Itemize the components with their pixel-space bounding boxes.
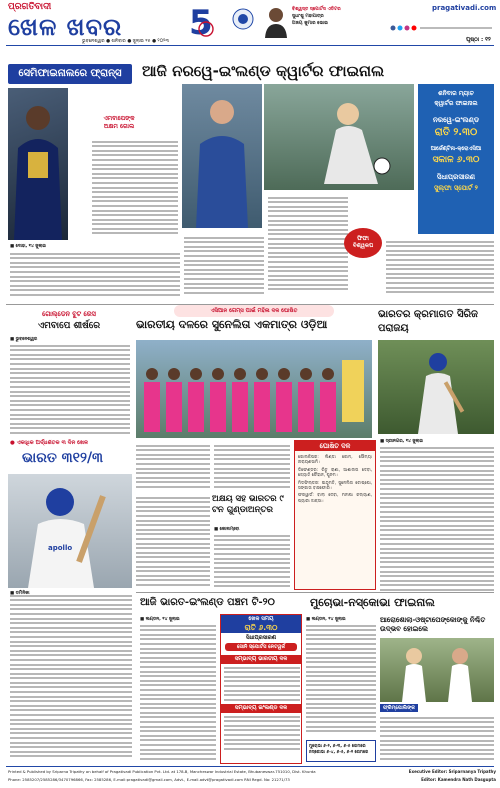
quarterfinal-body [184,234,264,300]
page-label: ପୃଷ୍ଠା : ୧୨ [466,37,491,43]
muchova-result: ମୁଚୋଭା ୬-୨, ୬-୩, ୬-୫ ଗେମରେ [309,743,366,748]
masthead [0,0,500,46]
social-icons [390,16,494,22]
t20-tv: ସିଧାପ୍ରସାରଣ [245,635,276,641]
france-headline: ସେମିଫାଇନାଲରେ ଫ୍ରାନ୍ସ [18,68,122,79]
squad-box-title: ଘୋଷିତ ଦଳ [295,441,375,451]
india-a-body [136,494,210,590]
emblem-icon [232,6,254,32]
muchova-result-box [306,740,376,762]
squad-box [294,440,376,590]
editor-line: ଅଜୟ କୁମାର ଭୋଇ [292,21,328,26]
website-link[interactable]: pragativadi.com [432,4,497,12]
dateline: ଭୁବନେଶ୍ୱର ● ଶନିବାର ● ଜୁଲାଇ ୧୫ ● ୨୦୨୩ [82,39,169,44]
france-headline-box [8,64,132,84]
france-sub-box [96,115,142,131]
rule-2 [136,592,494,593]
schedule-line-2: କ୍ୱାର୍ଟର ଫାଇନାଲ [434,100,478,107]
france-body-lower [10,250,180,300]
golden-boot-title: ଏମବାପେ ଶୀର୍ଷରେ [37,321,101,331]
women-team-body-1 [136,442,210,490]
schedule-line-1: ଶନିବାର ମ୍ୟାଚ [438,90,474,97]
t20-team2-title: ସମ୍ଭାବ୍ୟ ଇଂଲଣ୍ଡ ଦଳ [221,704,301,713]
tennis-photo [380,638,494,702]
schedule-time-1: ରାତି ୨.୩୦ [434,127,478,138]
publication-name: ପ୍ରଗତିବାଦୀ [8,2,52,12]
muchova-subhead: ଆରୋଶୋଲା-ଓଷ୍ଟାପେଙ୍କୋଙ୍କୁ ନିଶ୍ଚିତ ଉଦ୍ଭବ ହୋଇଲେ [380,616,486,633]
golden-boot-kicker: ଗୋଲ୍ଡେନ ବୁଟ ରେସ [42,310,96,318]
golden-boot-body [10,342,130,438]
women-team-banner-text: ଏସିଆନ ଗେମ୍ସ ପାଇଁ ମହିଳା ଦଳ ଘୋଷିତ [210,308,298,314]
test-body [10,592,132,762]
t20-info-box [220,614,302,764]
svg-text:5: 5 [189,4,213,40]
t20-team2-list [224,713,300,753]
muchova-byline: ■ ଲଣ୍ଡନ, ୧୪ ଜୁଲାଇ [306,617,346,622]
t20-channel: ସୋନି ସ୍ପୋର୍ଟସ ନେଟୱର୍କ [225,643,297,651]
footer-executive-editor: Executive Editor: Sriparnanya Tripathy [408,769,496,774]
fifa-badge [344,228,382,258]
masthead-rule [6,45,494,46]
t20-body-1 [140,622,216,762]
test-kicker: ● ଏକାଧିକ ଅର୍ଦ୍ଧଶତକ ୩ ଦିନ ଖେଳ [10,440,89,446]
france-byline: ■ ଦୋହା, ୧୪ ଜୁଲାଇ [10,244,46,249]
five-logo [186,4,216,40]
squad-line: ଗୋଲକିପର: ଲିଣ୍ଡା କୋମ, ସୌମ୍ୟା ନାରାୟଣସାମି। [298,454,372,465]
t20-headline: ଆଜି ଭାରତ-ଇଂଲଣ୍ଡ ପଞ୍ଚମ ଟି-୨୦ [140,597,275,608]
france-body [92,138,178,238]
women-team-photo [136,340,372,438]
golden-boot-byline: ■ ଭୁବନେଶ୍ୱର [10,337,38,342]
squad-line: ଡିଫେଣ୍ଡର: ରିତୁ ରାଣୀ, ଆଶାଲତା ଦେବୀ, ଜ୍ୟୋତି ଚୌହାନ, ପୁନମ। [298,466,372,478]
editor-line: ସୁଧାଂଶୁ ମହାପାତ୍ର [292,14,324,19]
test-score: ଭାରତ ୩୧୨/୩ [22,450,104,466]
t20-team-title: ସମ୍ଭାବ୍ୟ ଭାରତୀୟ ଦଳ [221,655,301,664]
series-headline: ଭାରତର କ୍ରମାଗତ ସିରିଜ ପରାଜୟ [378,309,478,334]
match-schedule-box [418,84,494,234]
test-byline: ■ ଡମିନିକା [10,591,30,596]
muchova-headline: ମୁଚୋଭା-ନସ୍କୋଭା ଫାଇନାଲ [310,596,435,609]
section-title: ଖେଳ ଖବର [8,13,123,41]
women-team-headline: ଭାରତୀୟ ଦଳରେ ସୁନେଲିତା ଏକମାତ୍ର ଓଡ଼ିଆ [136,318,328,331]
t20-byline: ■ ଲଣ୍ଡନ, ୧୪ ଜୁଲାଇ [140,617,180,622]
squad-line: ମିଡଫିଲ୍ଡର: ଇନ୍ଦୁମତି, ସୁନେଲିତା ଟୋପ୍ପୋ, ସଙ୍ଗୀତା ବାସଫୋର। [298,479,372,491]
series-body [380,444,494,592]
footer-rule [6,766,494,767]
t20-time-title: ଖେଳ ସମୟ [221,615,301,623]
footer-imprint-1: Printed & Published by Sriparna Tripathy on behalf of Pragativadi Publication Pvt. Ltd. at 178-B, Mancheswar Industrial Estate, Bhubaneswar-751010, Dist. Khurda [8,769,316,774]
noskova-result: ନସ୍କୋଭା ୬-୪, ୬-୫, ୬-୧ ଗେମରେ [309,749,369,754]
jersey-sponsor: apollo [48,544,73,552]
women-team-banner [174,305,334,317]
series-byline: ■ ସ୍ରୀନଗର, ୧୪ ଜୁଲାଇ [380,439,423,444]
t20-team-list [224,664,300,704]
golden-boot-box [8,310,130,331]
schedule-time-2: ସକାଳ ୬.୩୦ [432,155,480,165]
cricket-photo-1 [378,340,494,434]
schedule-tv: ସିଧାପ୍ରସାରଣ [436,173,476,181]
squad-line: ଫରୱାର୍ଡ: ବାଲା ଦେବୀ, ମନୀଷା କଲ୍ୟାଣ, ପ୍ୟାରୀ ଜାକ୍ସା। [298,492,372,503]
footer-editor: Editor: Kamendra Nath Dasgupta [421,777,496,782]
t20-time: ରାତି ୬.୩୦ [221,623,301,633]
schedule-match-2: ଆର୍ଜେଣ୍ଟିନା-କ୍ରୋଏସିଆ [430,146,482,152]
quarterfinal-body-3 [386,238,494,300]
tennis-caption: ଫ୍ରିମ୍ପୋଲିଙ୍କ [380,704,418,712]
editor-photo [264,4,288,38]
editor-credit [292,6,372,27]
india-a-headline: ଅକ୍ଷୟ ସହ ଭାରତର ୯ ଟନ ଗୁଣ୍ଡାଅନ୍ତର [212,494,284,515]
batsman-photo [8,474,132,588]
muchova-body-2 [380,714,494,762]
women-team-body-2 [214,442,290,490]
player-photo-2 [264,84,414,190]
india-a-body-2 [214,532,290,590]
schedule-channel: ସୁଲ୍ଫା ସ୍ପୋର୍ଟ ୨ [434,184,478,192]
footer-imprint-2: Phone: 2585207/2585286/3470796866, Fax: 2585286, E-mail:pragativadi@gmail.com, Advt., E-mail.advt@pragativadi.com RNI Regd. No: 21271/73 [8,777,290,782]
editor-line: ବିଶ୍ୱସ୍ତ ସ୍ପୋର୍ଟସ ଏଡିଟର [292,7,341,12]
fifa-badge-text: ଫିଫା ବିଶ୍ୱକପ [352,236,374,249]
quarterfinal-body-2 [268,194,348,300]
schedule-match-1: ନରୱେ-ଇଂଲଣ୍ଡ [432,116,480,124]
quarterfinal-headline: ଆଜି ନରୱେ-ଇଂଲଣ୍ଡ କ୍ୱାର୍ଟର ଫାଇନାଲ [142,62,385,80]
player-photo-1 [182,84,262,228]
france-subhead: ଏମବାପେଙ୍କ ଅକ୍ଷମ ଗୋଲ [103,115,135,130]
mbappe-photo [8,88,68,240]
muchova-body [306,622,376,738]
india-a-byline: ■ କୋଲମ୍ବୋ [214,527,240,532]
